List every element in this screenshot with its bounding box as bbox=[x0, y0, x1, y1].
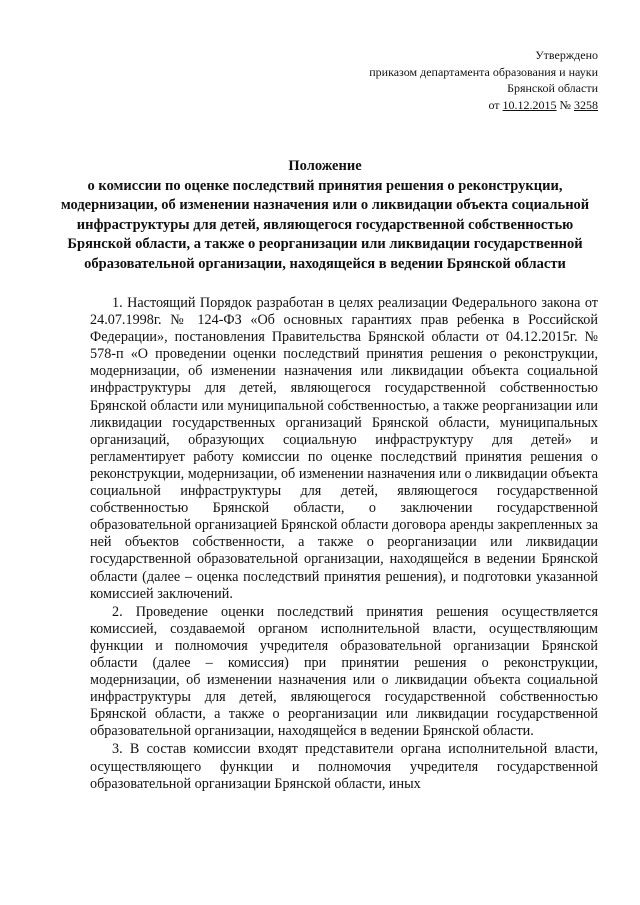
document-body bbox=[90, 295, 598, 793]
approval-number: 3258 bbox=[574, 97, 598, 112]
approval-line-region: Брянской области bbox=[507, 81, 598, 95]
document-subtitle: о комиссии по оценке последствий принятия решения о реконструкции, модернизации, об изменении назначения или о ликвидации объекта социальной инфраструктуры для детей, являющегося государственной собственностью Брянской области, а также о реорганизации или ликвидации государственной образовательной организации, находящейся в ведении Брянской области bbox=[60, 177, 590, 272]
approval-stamp bbox=[369, 47, 598, 113]
document-heading: Положение bbox=[288, 158, 362, 174]
paragraph-3: 3. В состав комиссии входят представители органа исполнительной власти, осуществляющего функции и полномочия учредителя государственной образовательной организации Брянской области, иных bbox=[90, 741, 598, 792]
approval-line-date bbox=[369, 97, 598, 114]
approval-date-prefix: от bbox=[488, 97, 503, 112]
approval-line-order: приказом департамента образования и науки bbox=[369, 64, 598, 79]
approval-number-prefix: № bbox=[556, 97, 574, 112]
paragraph-1: 1. Настоящий Порядок разработан в целях реализации Федерального закона от 24.07.1998г. № 124-ФЗ «Об основных гарантиях прав ребенка в Российской Федерации», постановления Правительства Брянской области от 04.12.2015г. № 578-п «О проведении оценки последствий принятия решения о реконструкции, модернизации, об изменении назначения или ликвидации объекта социальной инфраструктуры для детей, являющегося государственной собственностью Брянской области или муниципальной собственностью, а также реорганизации или ликвидации государственных организаций Брянской области, муниципальных организаций, образующих социальную инфраструктуру для детей» и регламентирует работу комиссии по оценке последствий принятия решения о реконструкции, модернизации, об изменении назначения или о ликвидации объекта социальной инфраструктуры для детей, являющегося государственной собственностью Брянской области, о заключении государственной образовательной организацией Брянской области договора аренды закрепленных за ней объектов собственности, а также о реорганизации или ликвидации государственной образовательной организации, находящейся в ведении Брянской области (далее – оценка последствий принятия решения), и подготовки указанной комиссией заключений. bbox=[90, 295, 598, 602]
paragraph-2: 2. Проведение оценки последствий принятия решения осуществляется комиссией, создаваемой органом исполнительной власти, осуществляющим функции и полномочия учредителя образовательной организации Брянской области (далее – комиссия) при принятии решения о реконструкции, модернизации, об изменении назначения или о ликвидации объекта социальной инфраструктуры для детей, являющегося государственной собственностью Брянской области, а также о реорганизации или ликвидации государственной образовательной организации, находящейся в ведении Брянской области. bbox=[90, 603, 598, 740]
document-title bbox=[60, 157, 590, 274]
approval-date: 10.12.2015 bbox=[502, 97, 557, 112]
approval-line-approved: Утверждено bbox=[535, 48, 598, 62]
